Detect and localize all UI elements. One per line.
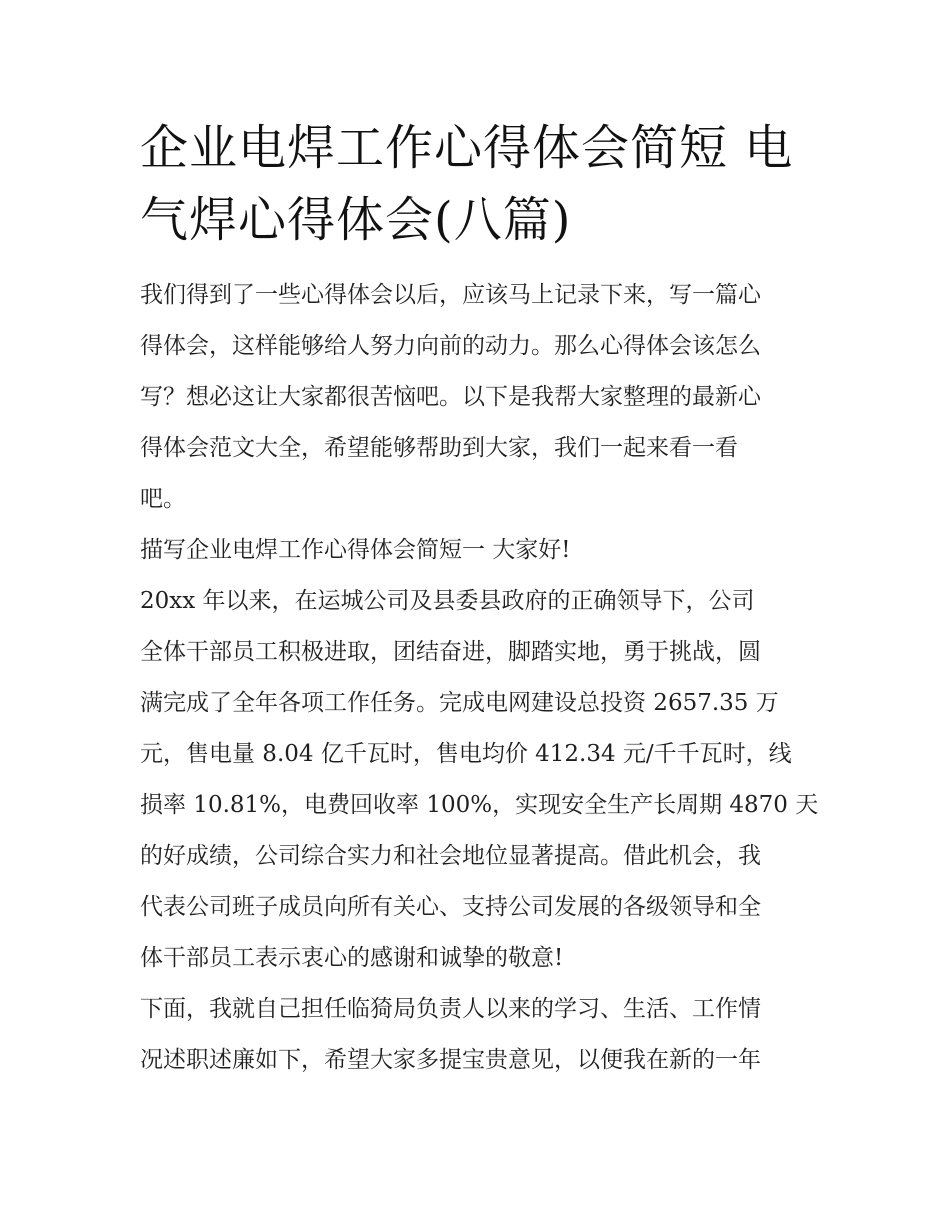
document-page <box>140 112 819 1086</box>
title-line: 企业电焊工作心得体会简短 电 <box>140 120 794 176</box>
text-line: 写？想必这让大家都很苦恼吧。以下是我帮大家整理的最新心 <box>140 384 761 410</box>
document-title <box>140 112 812 256</box>
text-line: 满完成了全年各项工作任务。完成电网建设总投资 2657.35 万 <box>140 690 779 716</box>
text-line: 体干部员工表示衷心的感谢和诚挚的敬意! <box>140 945 564 971</box>
text-line: 得体会范文大全，希望能够帮助到大家，我们一起来看一看 <box>140 435 738 461</box>
intro-paragraph <box>140 270 812 525</box>
text-line: 全体干部员工积极进取，团结奋进，脚踏实地，勇于挑战，圆 <box>140 639 761 665</box>
text-line: 20xx 年以来，在运城公司及县委县政府的正确领导下，公司 <box>140 588 755 614</box>
text-line: 描写企业电焊工作心得体会简短一 大家好! <box>140 537 571 563</box>
text-line: 吧。 <box>140 486 186 512</box>
closing-paragraph <box>140 984 812 1086</box>
text-line: 代表公司班子成员向所有关心、支持公司发展的各级领导和全 <box>140 894 761 920</box>
text-line: 下面，我就自己担任临猗局负责人以来的学习、生活、工作情 <box>140 996 761 1022</box>
text-line: 元，售电量 8.04 亿千瓦时，售电均价 412.34 元/千千瓦时，线 <box>140 741 792 767</box>
title-line: 气焊心得体会(八篇) <box>140 192 572 248</box>
report-paragraph <box>140 576 819 984</box>
text-line: 的好成绩，公司综合实力和社会地位显著提高。借此机会，我 <box>140 843 761 869</box>
text-line: 损率 10.81%，电费回收率 100%，实现安全生产长周期 4870 天 <box>140 792 819 818</box>
text-line: 得体会，这样能够给人努力向前的动力。那么心得体会该怎么 <box>140 333 761 359</box>
section-heading-paragraph <box>140 525 812 576</box>
text-line: 况述职述廉如下，希望大家多提宝贵意见，以便我在新的一年 <box>140 1047 761 1073</box>
text-line: 我们得到了一些心得体会以后，应该马上记录下来，写一篇心 <box>140 282 761 308</box>
